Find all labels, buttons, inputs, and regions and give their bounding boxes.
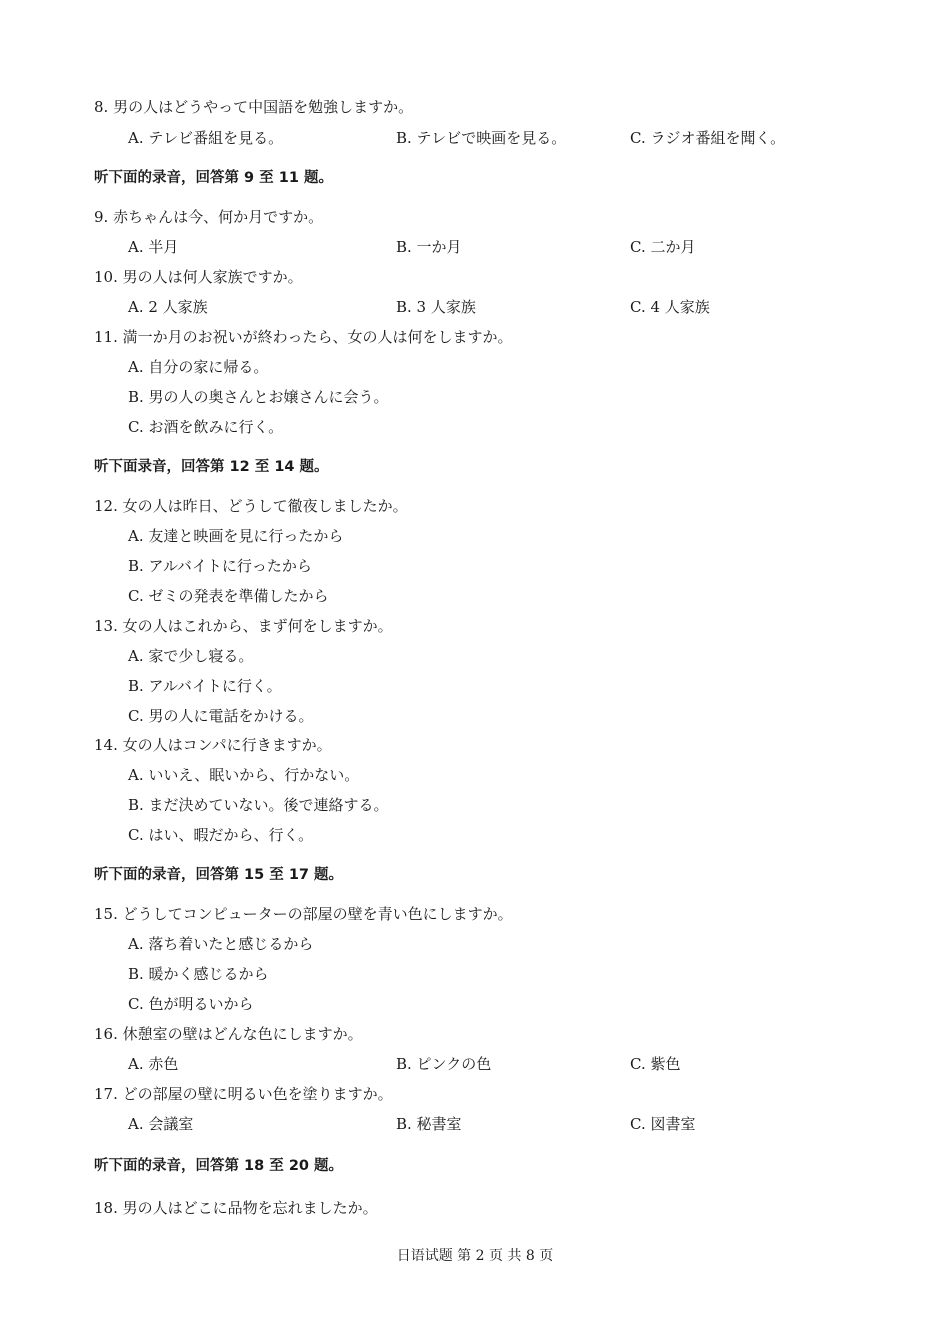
question-17-option-a: A. 会議室 [128, 1115, 194, 1133]
question-13-option-c: C. 男の人に電話をかける。 [128, 707, 314, 725]
question-12-option-b: B. アルバイトに行ったから [128, 557, 312, 575]
question-14: 14. 女の人はコンパに行きますか。 [94, 736, 332, 754]
question-17: 17. どの部屋の壁に明るい色を塗りますか。 [94, 1085, 393, 1103]
question-8: 8. 男の人はどうやって中国語を勉強しますか。 [94, 98, 414, 116]
question-9-option-b: B. 一か月 [396, 238, 462, 256]
question-14-option-c: C. はい、暇だから、行く。 [128, 826, 314, 844]
question-9-option-c: C. 二か月 [630, 238, 696, 256]
page-footer: 日语试题 第 2 页 共 8 页 [396, 1248, 554, 1264]
question-10-option-a: A. 2 人家族 [128, 298, 208, 316]
question-13-option-b: B. アルバイトに行く。 [128, 677, 282, 695]
section-header-9-11: 听下面的录音，回答第 9 至 11 题。 [94, 170, 333, 186]
question-14-option-b: B. まだ決めていない。後で連絡する。 [128, 796, 389, 814]
question-16: 16. 休憩室の壁はどんな色にしますか。 [94, 1025, 363, 1043]
question-14-option-a: A. いいえ、眠いから、行かない。 [128, 766, 360, 784]
question-11-option-a: A. 自分の家に帰る。 [128, 358, 269, 376]
question-8-option-b: B. テレビで映画を見る。 [396, 129, 567, 147]
question-8-option-c: C. ラジオ番組を聞く。 [630, 129, 786, 147]
question-16-option-a: A. 赤色 [128, 1055, 179, 1073]
question-15-option-c: C. 色が明るいから [128, 995, 254, 1013]
question-11-option-b: B. 男の人の奥さんとお嬢さんに会う。 [128, 388, 389, 406]
section-header-12-14: 听下面录音，回答第 12 至 14 题。 [94, 459, 329, 475]
question-12-option-c: C. ゼミの発表を準備したから [128, 587, 329, 605]
question-10-option-b: B. 3 人家族 [396, 298, 476, 316]
question-15-option-b: B. 暖かく感じるから [128, 965, 269, 983]
question-17-option-b: B. 秘書室 [396, 1115, 462, 1133]
question-15-option-a: A. 落ち着いたと感じるから [128, 935, 314, 953]
question-13-option-a: A. 家で少し寝る。 [128, 647, 254, 665]
question-10-option-c: C. 4 人家族 [630, 298, 710, 316]
question-13: 13. 女の人はこれから、まず何をしますか。 [94, 617, 393, 635]
question-9-option-a: A. 半月 [128, 238, 179, 256]
section-header-18-20: 听下面的录音，回答第 18 至 20 题。 [94, 1158, 344, 1174]
question-16-option-c: C. 紫色 [630, 1055, 681, 1073]
question-11-option-c: C. お酒を飲みに行く。 [128, 418, 284, 436]
question-12-option-a: A. 友達と映画を見に行ったから [128, 527, 344, 545]
question-9: 9. 赤ちゃんは今、何か月ですか。 [94, 208, 324, 226]
question-15: 15. どうしてコンピューターの部屋の壁を青い色にしますか。 [94, 905, 513, 923]
question-12: 12. 女の人は昨日、どうして徹夜しましたか。 [94, 497, 408, 515]
question-11: 11. 満一か月のお祝いが終わったら、女の人は何をしますか。 [94, 328, 513, 346]
question-10: 10. 男の人は何人家族ですか。 [94, 268, 303, 286]
question-16-option-b: B. ピンクの色 [396, 1055, 492, 1073]
question-17-option-c: C. 図書室 [630, 1115, 696, 1133]
section-header-15-17: 听下面的录音，回答第 15 至 17 题。 [94, 867, 344, 883]
question-18: 18. 男の人はどこに品物を忘れましたか。 [94, 1199, 378, 1217]
question-8-option-a: A. テレビ番組を見る。 [128, 129, 284, 147]
